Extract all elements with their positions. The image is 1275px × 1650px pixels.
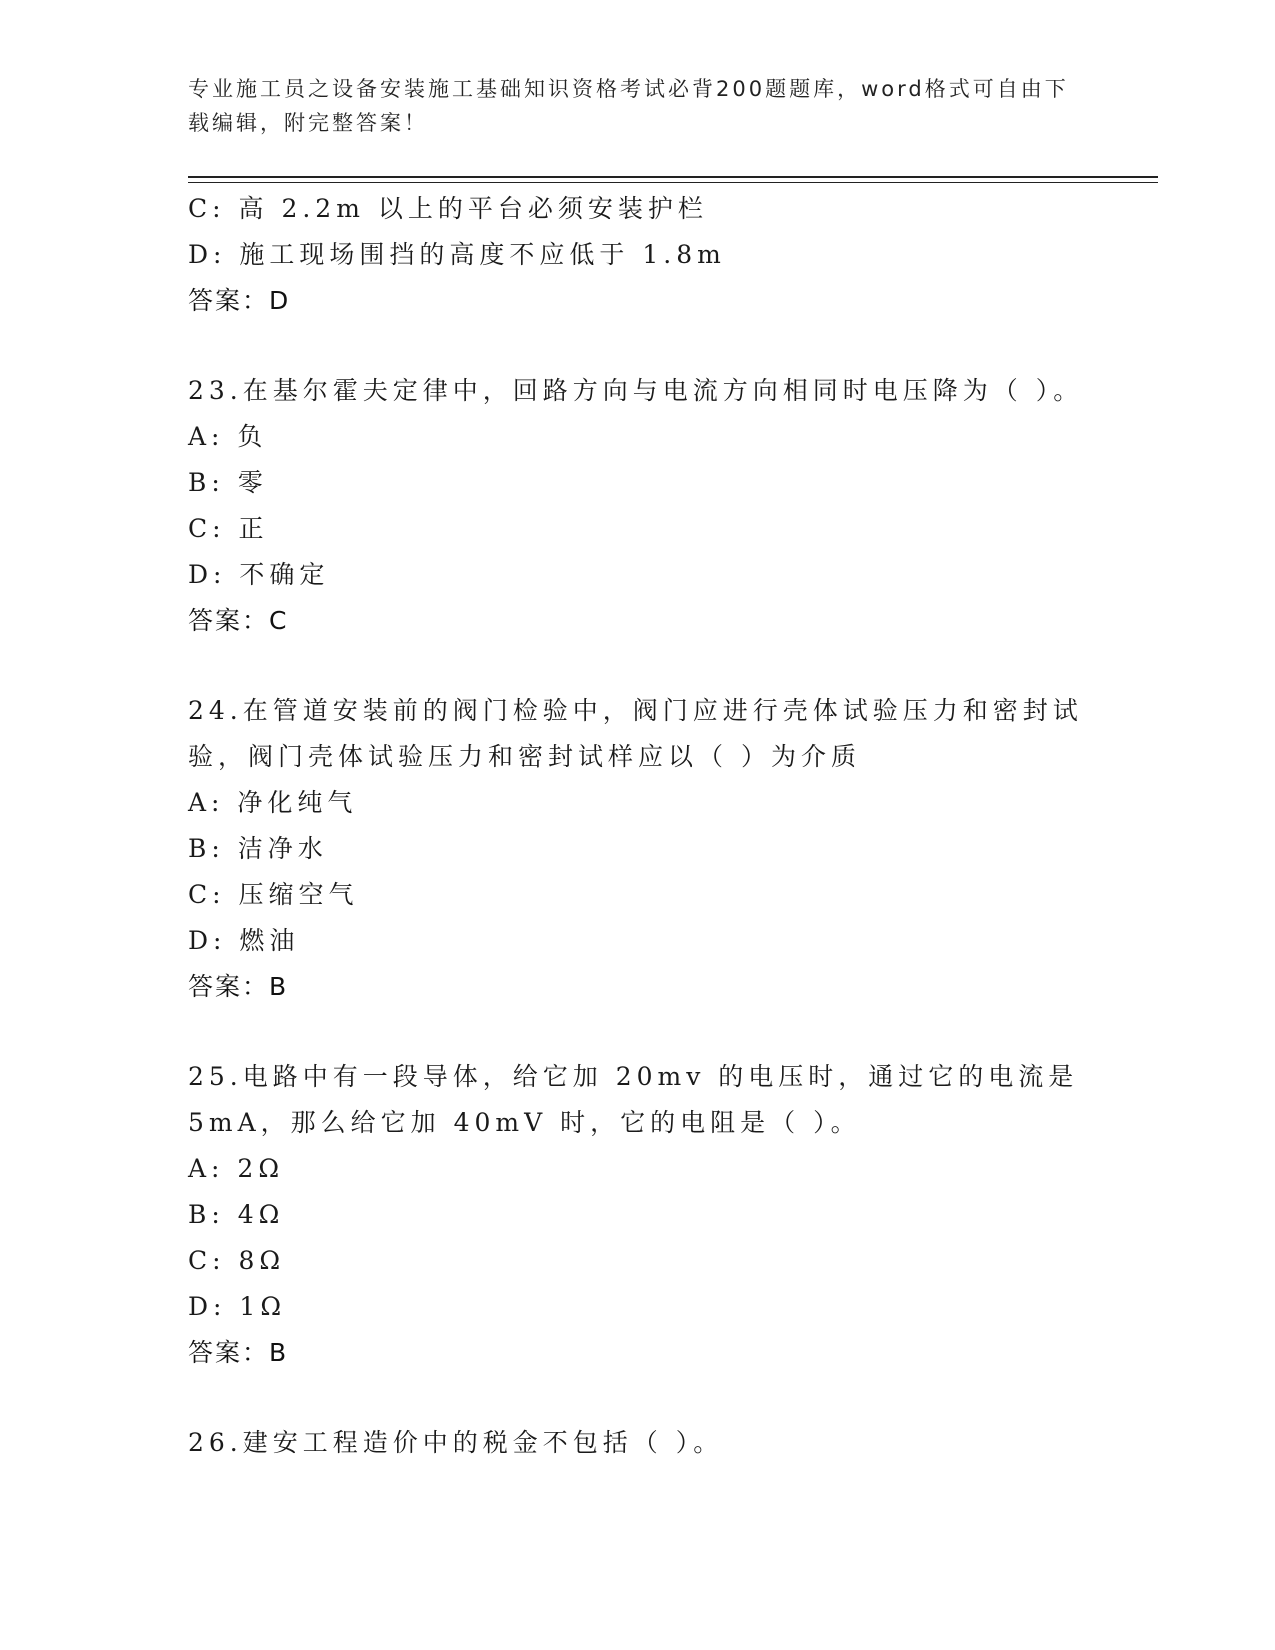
- question-block-22: [188, 186, 1088, 324]
- option-c: C: 正: [188, 514, 269, 543]
- answer: 答案：B: [188, 1338, 289, 1367]
- question-block-24: [188, 688, 1088, 1010]
- answer: 答案：B: [188, 972, 289, 1001]
- spacer: [188, 1376, 1088, 1420]
- question-block-23: [188, 368, 1088, 644]
- spacer: [188, 324, 1088, 368]
- option-a: A: 负: [188, 422, 268, 451]
- answer: 答案：C: [188, 606, 289, 635]
- option-b: B: 4Ω: [188, 1200, 285, 1229]
- answer: 答案：D: [188, 286, 291, 315]
- option-a: A: 2Ω: [188, 1154, 285, 1183]
- header-rule-thin: [188, 182, 1158, 183]
- option-d: D: 施工现场围挡的高度不应低于 1.8m: [188, 240, 726, 269]
- option-c: C: 高 2.2m 以上的平台必须安装护栏: [188, 194, 708, 223]
- question-text: 25.电路中有一段导体，给它加 20mv 的电压时，通过它的电流是 5mA，那么给它加 40mV 时，它的电阻是（ ）。: [188, 1062, 1079, 1137]
- document-header: [188, 72, 1088, 140]
- header-title: 专业施工员之设备安装施工基础知识资格考试必背200题题库，word格式可自由下载编辑，附完整答案！: [188, 77, 1069, 135]
- option-b: B: 洁净水: [188, 834, 328, 863]
- question-list: [188, 186, 1088, 1466]
- header-rule-thick: [188, 176, 1158, 178]
- option-d: D: 不确定: [188, 560, 330, 589]
- option-d: D: 燃油: [188, 926, 300, 955]
- spacer: [188, 1010, 1088, 1054]
- spacer: [188, 644, 1088, 688]
- option-a: A: 净化纯气: [188, 788, 358, 817]
- question-block-26: [188, 1420, 1088, 1466]
- question-text: 26.建安工程造价中的税金不包括（ ）。: [188, 1428, 724, 1457]
- option-b: B: 零: [188, 468, 268, 497]
- option-c: C: 8Ω: [188, 1246, 286, 1275]
- question-block-25: [188, 1054, 1088, 1376]
- question-text: 24.在管道安装前的阀门检验中，阀门应进行壳体试验压力和密封试验，阀门壳体试验压力和密封试样应以（ ）为介质: [188, 696, 1083, 771]
- option-d: D: 1Ω: [188, 1292, 287, 1321]
- question-text: 23.在基尔霍夫定律中，回路方向与电流方向相同时电压降为（ ）。: [188, 376, 1084, 405]
- option-c: C: 压缩空气: [188, 880, 359, 909]
